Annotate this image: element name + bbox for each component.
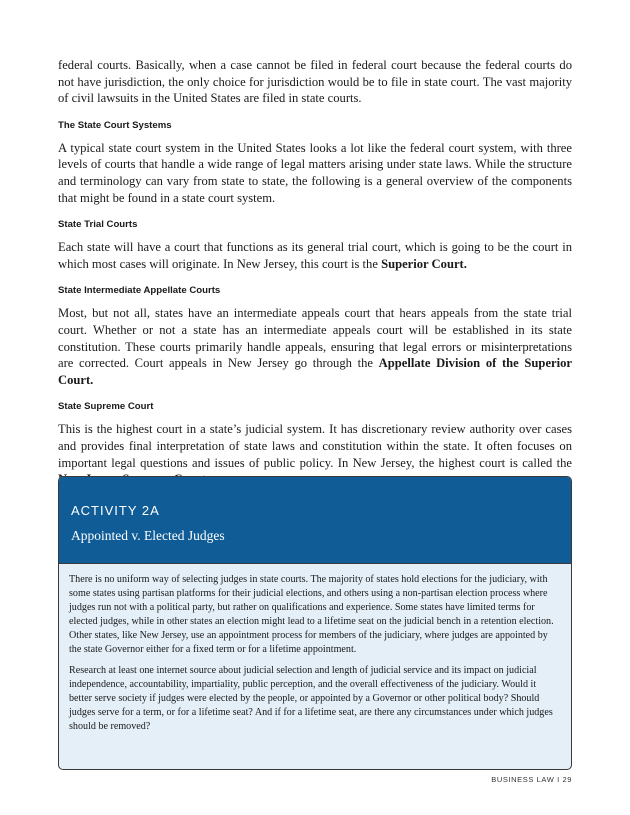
page-footer: BUSINESS LAW I 29 bbox=[491, 775, 572, 784]
section-text: Most, but not all, states have an intermediate appeals court that hears appeals from the state trial court. Whether or not a state has an intermediate appeals court will be established in its state constitution. These courts primarily handle appeals, ensuring that legal errors or misinterpretations are corrected. Court appeals in New Jersey go through the bbox=[58, 306, 572, 371]
section-text: A typical state court system in the United States looks a lot like the federal court system, with three levels of courts that handle a wide range of legal matters arising under state laws. While the structure and terminology can vary from state to state, the following is a general overview of the components that might be found in a state court system. bbox=[58, 140, 572, 205]
section-paragraph-state-court-systems bbox=[58, 140, 572, 206]
section-paragraph-intermediate-appellate bbox=[58, 305, 572, 388]
section-paragraph-state-trial-courts bbox=[58, 239, 572, 272]
section-heading-intermediate-appellate: State Intermediate Appellate Courts bbox=[58, 285, 221, 297]
section-bold-term: Appellate Division of the Superior Court. bbox=[58, 356, 573, 387]
activity-label: ACTIVITY 2A bbox=[71, 503, 160, 518]
section-text: Each state will have a court that functions as its general trial court, which is going to be the court in which most cases will originate. In New Jersey, this court is the bbox=[58, 240, 572, 271]
activity-box bbox=[58, 476, 572, 770]
section-heading-state-trial-courts: State Trial Courts bbox=[58, 219, 138, 231]
activity-header bbox=[59, 477, 571, 564]
activity-title: Appointed v. Elected Judges bbox=[71, 528, 225, 543]
activity-body bbox=[59, 564, 571, 734]
intro-paragraph: federal courts. Basically, when a case cannot be filed in federal court because the federal courts do not have jurisdiction, the only choice for jurisdiction would be to file in state court. The vast majority of civil lawsuits in the United States are filed in state courts. bbox=[58, 58, 572, 106]
section-bold-term: Superior Court. bbox=[381, 256, 467, 271]
activity-paragraph: There is no uniform way of selecting judges in state courts. The majority of states hold elections for the judiciary, with some states using partisan platforms for their judicial elections, and others using a non-partisan election process where judges run not with a political party, but rather on qualifications and experience. Some states have limited terms for elected judges, while in other states an election might lead to a lifetime seat on the judicial bench in a retention election. Other states, like New Jersey, use an appointment process for members of the judiciary, where judges are appointed by the state Governor either for a fixed term or for a lifetime appointment. bbox=[69, 574, 554, 655]
section-heading-state-supreme-court: State Supreme Court bbox=[58, 401, 154, 413]
activity-paragraph: Research at least one internet source about judicial selection and length of judicial service and its impact on judicial independence, accountability, impartiality, public perception, and the overall effectiveness of the judiciary. Would it better serve society if judges were elected by the people, or appointed by a Governor or other political body? Should judges serve for a term, or for a lifetime seat? And if for a lifetime seat, are there any circumstances under which judges should be removed? bbox=[69, 665, 553, 733]
section-heading-state-court-systems: The State Court Systems bbox=[58, 119, 172, 131]
section-text: This is the highest court in a state’s judicial system. It has discretionary review authority over cases and provides final interpretation of state laws and constitution within the state. It often focuses on important legal questions and issues of public policy. In New Jersey, the highest court is called the bbox=[58, 422, 572, 470]
main-text bbox=[58, 57, 572, 499]
